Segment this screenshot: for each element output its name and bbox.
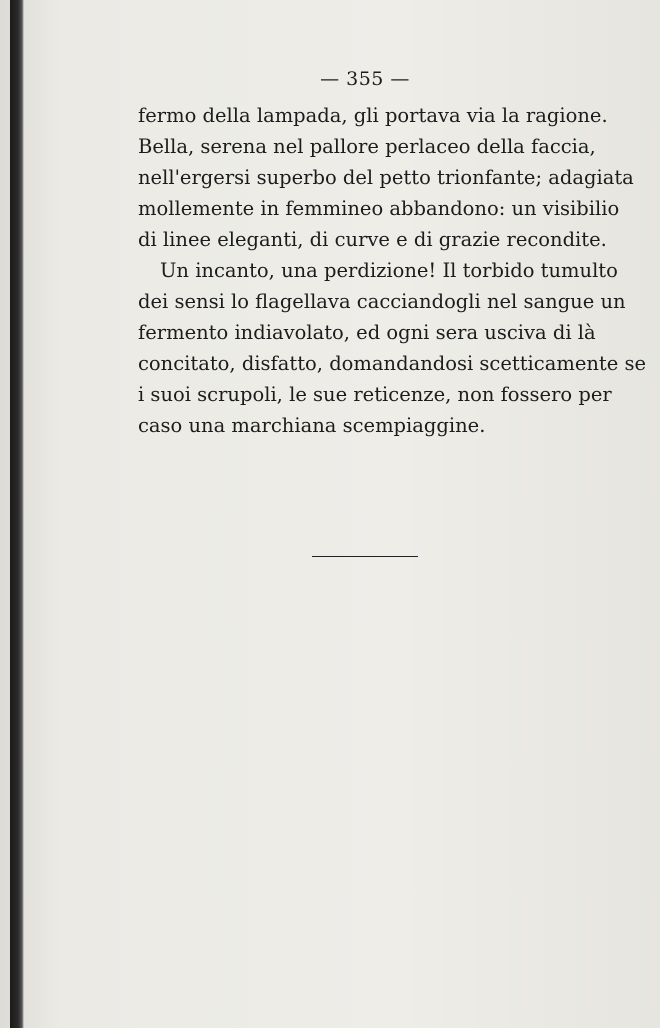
text-line: Un incanto, una perdizione! Il torbido tumulto <box>160 259 618 282</box>
text-line: fermento indiavolato, ed ogni sera usciva di là <box>138 321 596 344</box>
page-number: — 355 — <box>320 68 410 90</box>
text-line: nell'ergersi superbo del petto trionfante; adagiata <box>138 166 634 189</box>
text-line: concitato, disfatto, domandandosi scetticamente se <box>138 352 647 375</box>
body-text <box>138 100 647 441</box>
text-line: di linee eleganti, di curve e di grazie recondite. <box>138 228 607 251</box>
section-end-rule <box>312 556 418 557</box>
text-line: caso una marchiana scempiaggine. <box>138 414 486 437</box>
book-binding-edge <box>10 0 24 1028</box>
text-line: mollemente in femmineo abbandono: un visibilio <box>138 197 620 220</box>
text-line: i suoi scrupoli, le sue reticenze, non fossero per <box>138 383 612 406</box>
text-line: dei sensi lo flagellava cacciandogli nel sangue un <box>138 290 626 313</box>
text-line: fermo della lampada, gli portava via la ragione. <box>138 104 608 127</box>
text-line: Bella, serena nel pallore perlaceo della faccia, <box>138 135 596 158</box>
